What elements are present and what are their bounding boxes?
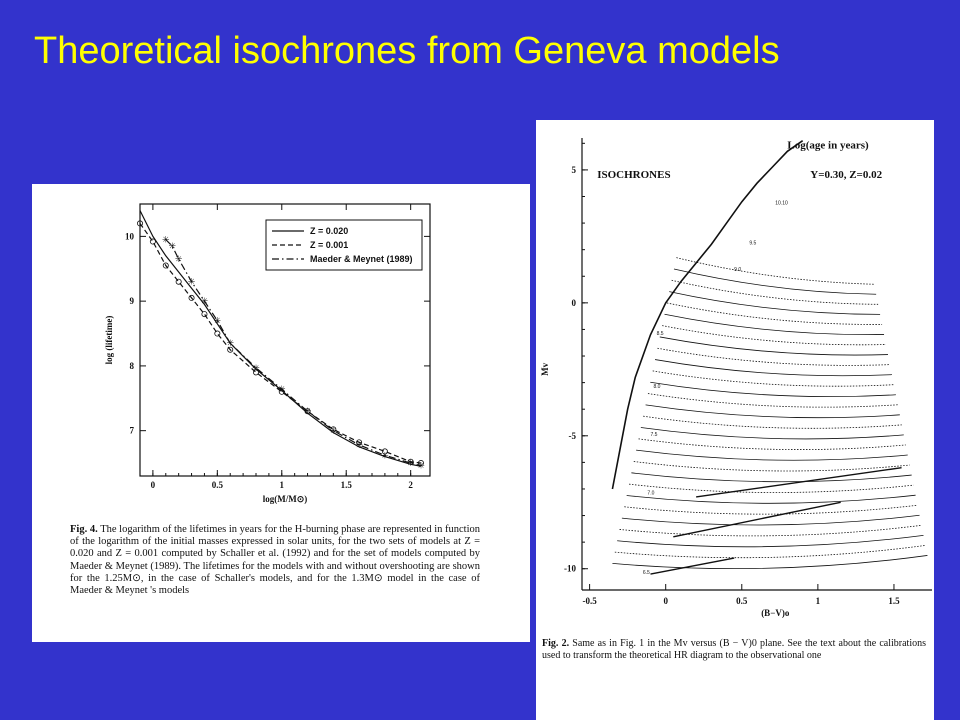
y-tick-label: 7	[129, 425, 134, 436]
x-tick-label: 1	[279, 480, 285, 490]
left-figure-panel	[32, 184, 530, 642]
data-point-star: ✳	[329, 425, 338, 436]
y-tick-label: 0	[571, 297, 576, 308]
data-point-star: ✳	[200, 296, 209, 307]
data-point-star: ✳	[278, 384, 286, 395]
x-axis-label: (B−V)o	[761, 608, 790, 618]
data-point-star: ✳	[417, 460, 425, 471]
series-line-2	[166, 240, 421, 469]
x-tick-label: 0.5	[211, 480, 223, 490]
isochrone-track	[696, 468, 901, 497]
lifetime-chart	[32, 184, 530, 524]
isochrone-line	[669, 292, 880, 315]
y-axis-label: log (lifetime)	[104, 315, 114, 365]
isochrone-line	[636, 450, 908, 460]
isochrone-line	[612, 555, 927, 568]
data-point-star: ✳	[355, 439, 363, 450]
right-figure-caption	[542, 638, 926, 661]
x-axis-label: log(M/M⊙)	[262, 494, 308, 504]
isochrone-line	[662, 326, 886, 345]
x-tick-label: 1	[815, 596, 821, 606]
isochrone-line	[627, 495, 916, 503]
age-label: 9.0	[734, 266, 742, 273]
composition-label: Y=0.30, Z=0.02	[810, 168, 883, 181]
legend-label-0: Z = 0.020	[310, 226, 349, 236]
isochrone-line	[674, 266, 876, 294]
x-tick-label: 0	[150, 480, 156, 490]
data-point-star: ✳	[406, 458, 415, 469]
isochrone-line	[676, 258, 874, 285]
y-tick-label: 9	[129, 296, 134, 307]
data-point-star: ✳	[303, 406, 312, 417]
right-figure-panel	[536, 120, 934, 720]
x-tick-label: -0.5	[582, 596, 597, 606]
isochrone-line	[624, 505, 917, 514]
x-tick-label: 1.5	[888, 596, 900, 606]
y-tick-label: 5	[571, 164, 576, 175]
x-tick-label: 0.5	[736, 596, 748, 606]
y-axis-label: Mv	[540, 362, 550, 376]
data-point-star: ✳	[252, 362, 260, 373]
data-point-star: ✳	[174, 254, 183, 265]
isochrone-line	[629, 484, 914, 492]
isochrone-line	[617, 535, 923, 546]
data-point-circle	[215, 331, 220, 336]
data-point-star: ✳	[187, 276, 196, 287]
data-point-circle	[202, 311, 207, 316]
age-label: 7.0	[647, 490, 655, 497]
legend-label-2: Maeder & Meynet (1989)	[310, 254, 413, 264]
age-label: 6.5	[642, 570, 650, 577]
legend-label-1: Z = 0.001	[310, 240, 349, 250]
isochrone-track	[650, 558, 734, 574]
left-figure-caption	[70, 524, 480, 597]
isochrone-line	[615, 545, 926, 557]
y-tick-label: 10	[125, 231, 134, 242]
right-caption-lead: Fig. 2.	[542, 638, 570, 649]
main-sequence-line	[612, 141, 802, 489]
y-tick-label: -10	[564, 563, 576, 574]
age-annotation: Log(age in years)	[787, 139, 869, 152]
data-point-star: ✳	[381, 450, 389, 461]
data-point-star: ✳	[213, 315, 222, 326]
isochrone-line	[672, 280, 879, 304]
age-label: 8.5	[656, 330, 664, 337]
y-tick-label: -5	[568, 430, 576, 441]
isochrone-chart	[536, 120, 934, 632]
y-tick-label: 8	[129, 360, 134, 371]
age-label: 7.5	[650, 431, 658, 438]
data-point-star: ✳	[168, 241, 176, 252]
isochrone-line	[641, 428, 904, 439]
right-caption-text: Same as in Fig. 1 in the Mv versus (B − V)0 plane. See the text about the calibrations used to transform the theoretical HR diagram to the observational one	[542, 638, 927, 661]
age-label: 8.0	[653, 383, 661, 390]
slide-title: Theoretical isochrones from Geneva models	[34, 30, 780, 72]
isochrones-title: ISOCHRONES	[597, 168, 671, 181]
data-point-star: ✳	[226, 338, 234, 349]
isochrone-line	[631, 473, 911, 482]
x-tick-label: 2	[408, 480, 413, 490]
isochrone-track	[673, 502, 840, 537]
isochrone-line	[643, 416, 902, 428]
x-tick-label: 0	[663, 596, 668, 606]
age-label: 9.5	[749, 240, 757, 247]
isochrone-line	[620, 525, 922, 536]
isochrone-line	[657, 348, 890, 365]
isochrone-line	[638, 439, 905, 450]
data-point-star: ✳	[162, 234, 170, 245]
isochrone-line	[655, 360, 892, 376]
isochrone-line	[665, 314, 885, 334]
x-tick-label: 1.5	[340, 480, 352, 490]
left-caption-lead: Fig. 4.	[70, 524, 98, 535]
left-caption-text: The logarithm of the lifetimes in years for the H-burning phase are represented in function of the logarithm of the initial masses expressed in solar units, for the two sets of models at Z = 0.020 and Z = 0.001 computed by Schaller et al. (1992) and for the set of models computed by Maeder & Meynet (1989). The lifetimes for the models with and without overshooting are shown for the 1.25M⊙, in the case of Schaller's models, and for the 1.3M⊙ model in the case of Maeder & Meynet 's models	[70, 524, 480, 597]
data-point-circle	[176, 279, 181, 284]
age-label: 10.10	[775, 200, 788, 207]
isochrone-line	[634, 461, 910, 470]
isochrone-curves	[612, 258, 927, 569]
isochrone-line	[660, 337, 888, 355]
data-point-circle	[150, 239, 155, 244]
